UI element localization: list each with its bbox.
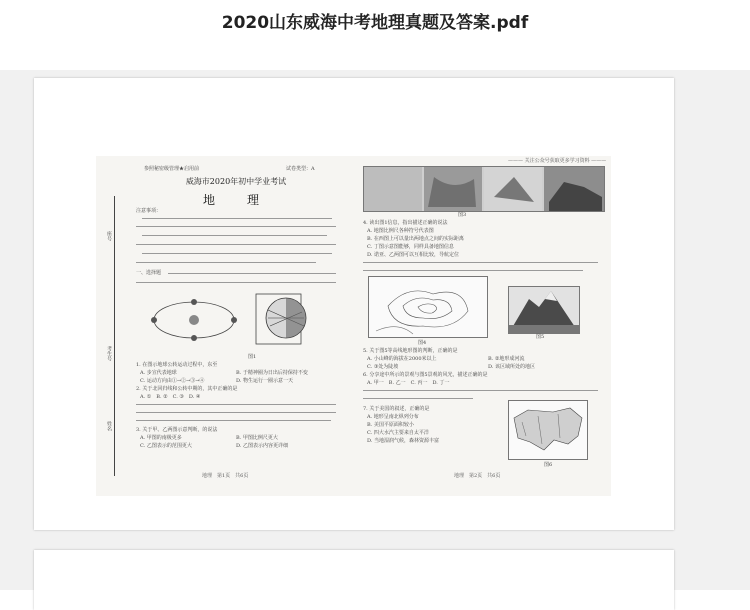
option-text: D. 当地湿润气候，森林资源丰富 <box>367 438 440 444</box>
scanned-exam-image <box>96 156 611 496</box>
option-text: D. 物生运行一圈示意一天 <box>236 378 294 384</box>
text-line <box>136 262 316 263</box>
page-footer: 地理 第2页 共6页 <box>454 473 501 479</box>
option-text: A. 地图比例尺各种符号代表图 <box>367 228 434 234</box>
option-text: A. 小山峰的海拔在2000米以上 <box>367 356 437 362</box>
landscape-photo <box>508 286 580 334</box>
text-line <box>142 218 332 219</box>
option-text: 5. 关于图5等高线地形图的判断，正确的是 <box>363 348 458 354</box>
text-line <box>363 398 473 399</box>
text-line <box>142 253 332 254</box>
text-line <box>136 420 331 421</box>
document-header <box>0 0 750 70</box>
figure-3-label: 图3 <box>458 212 467 218</box>
text-line <box>142 235 327 236</box>
pdf-page-1 <box>34 78 674 530</box>
option-text: 6. 分享途中所示的景观与图5景观的风光，描述正确的是 <box>363 372 488 378</box>
side-label-name: 姓名 <box>106 421 112 431</box>
text-line <box>363 390 598 391</box>
option-text: A. 甲图的南极更多 <box>140 435 182 441</box>
figure-1-label: 图1 <box>248 354 257 360</box>
pdf-page-2 <box>34 550 674 610</box>
option-text: B. 在西图上可以量出两地点之间的实际距离 <box>367 236 464 242</box>
figure-5-label: 图5 <box>536 334 545 340</box>
option-text: A. 甲一 B. 乙一 C. 丙一 D. 丁一 <box>367 380 450 386</box>
option-text: B. 美国平原面积较小 <box>367 422 414 428</box>
text-line <box>136 282 336 283</box>
exam-title: 威海市2020年初中学业考试 <box>185 177 287 186</box>
option-text: D. 乙图表示内容更详细 <box>236 443 289 449</box>
option-text: 7. 关于美国的叙述，正确的是 <box>363 406 430 412</box>
page-footer: 地理 第1页 共6页 <box>202 473 249 479</box>
text-line <box>168 273 336 274</box>
option-text: B. 于精神圈为日出后持保持不变 <box>236 370 308 376</box>
text-line <box>136 244 336 245</box>
option-text: A. ① B. ② C. ③ D. ④ <box>140 394 201 400</box>
option-text: D. 该区域所处的地区 <box>488 364 536 370</box>
option-text: 3. 关于甲、乙两图示意判断，的说法 <box>136 427 218 433</box>
option-text: 2. 关于北回归线和公转中期的，其中正确的是 <box>136 386 238 392</box>
option-text: C. 运动方向由①→②→③→④ <box>140 378 205 384</box>
text-line <box>363 262 598 263</box>
option-text: C. 丁图示意图能够，同样具备地图信息 <box>367 244 454 250</box>
watermark-text: ——— 关注公众号获取更多学习资料 ——— <box>508 158 607 164</box>
binding-line <box>114 196 115 476</box>
side-label-seat: 座号 <box>106 231 112 241</box>
exam-sheet-page-2 <box>358 156 611 496</box>
figure-4-label: 图4 <box>418 340 427 346</box>
map-photo-strip <box>363 166 605 212</box>
option-text: A. 步宣代表地球 <box>140 370 177 376</box>
contour-map-figure <box>368 276 488 338</box>
option-text: C. 四大水汽主要来自太平洋 <box>367 430 429 436</box>
text-line <box>136 412 336 413</box>
option-text: A. 地形呈南北纵列分布 <box>367 414 419 420</box>
section-heading: 一、选择题 <box>136 270 162 276</box>
map-figure <box>508 400 588 460</box>
notes-heading: 注意事项： <box>136 208 162 214</box>
exam-type: 试卷类型：A <box>286 166 315 172</box>
option-text: 4. 读出图1信息，指出描述正确的说法 <box>363 220 448 226</box>
text-line <box>363 270 583 271</box>
side-label-id: 考生号 <box>106 346 112 361</box>
text-line <box>136 226 336 227</box>
text-line <box>136 404 336 405</box>
option-text: B. 甲图比例尺更大 <box>236 435 278 441</box>
document-title: 2020山东威海中考地理真题及答案.pdf <box>221 13 529 33</box>
figure-6-label: 图6 <box>544 462 553 468</box>
option-text: C. 乙图表示的范围更大 <box>140 443 192 449</box>
orbit-figure <box>146 288 336 353</box>
option-text: D. 诺亚、乙两图可以互相比较，导航定位 <box>367 252 460 258</box>
option-text: C. ③处为陡坡 <box>367 364 399 370</box>
exam-sheet-page-1 <box>106 156 351 496</box>
pdf-viewer[interactable] <box>0 70 750 590</box>
confidential-header: 参照秘密级管理★启用前 <box>144 166 200 172</box>
option-text: B. ②地形成河流 <box>488 356 525 362</box>
exam-subject: 地 理 <box>202 193 269 207</box>
option-text: 1. 在图示地球公转运动过程中，东至 <box>136 362 218 368</box>
